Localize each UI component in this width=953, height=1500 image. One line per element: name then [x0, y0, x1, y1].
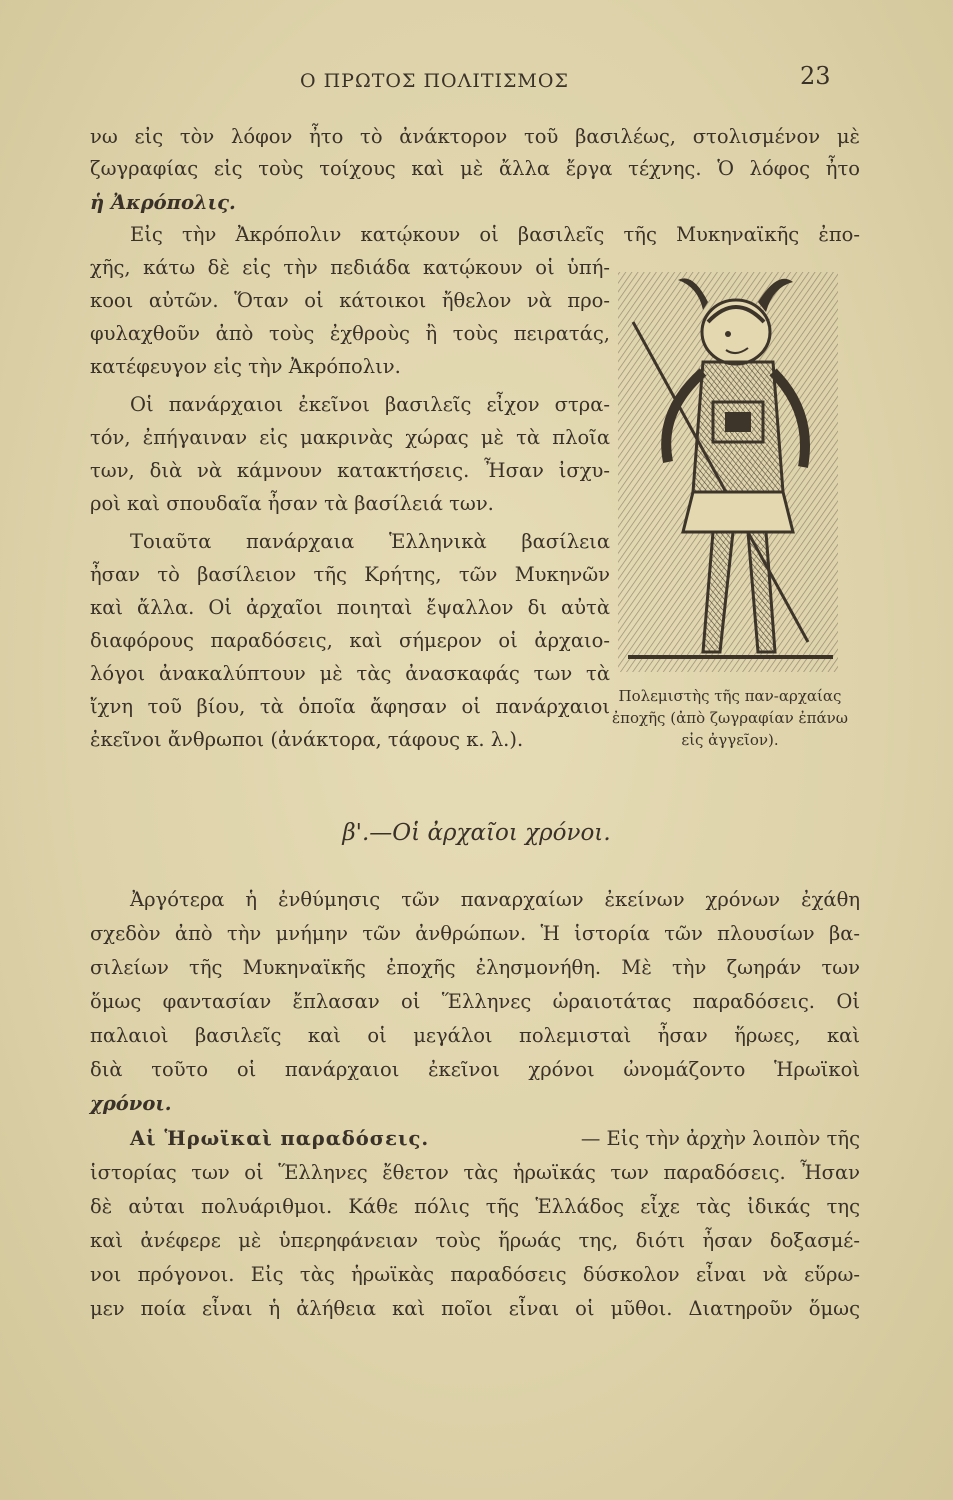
text-line: των, διὰ νὰ κάμνουν κατακτήσεις. Ἦσαν ἰσχυ-	[90, 459, 610, 482]
text-line: — Εἰς τὴν ἀρχὴν λοιπὸν τῆς	[580, 1127, 860, 1150]
text-line: διαφόρους παραδόσεις, καὶ σήμερον οἱ ἀρχαιο-	[90, 629, 610, 652]
text-line: κοοι αὐτῶν. Ὅταν οἱ κάτοικοι ἤθελον νὰ προ-	[90, 289, 610, 312]
text-line: διὰ τοῦτο οἱ πανάρχαιοι ἐκεῖνοι χρόνοι ὠνομάζοντο Ἡρωϊκοὶ	[90, 1058, 860, 1081]
text-line: ἡ Ἀκρόπολις.	[90, 191, 236, 214]
text-line: ἦσαν τὸ βασίλειον τῆς Κρήτης, τῶν Μυκηνῶν	[90, 563, 610, 586]
page-header	[0, 62, 953, 102]
text-line: Οἱ πανάρχαιοι ἐκεῖνοι βασιλεῖς εἶχον στρα-	[130, 393, 610, 416]
text-line: τόν, ἐπήγαιναν εἰς μακρινὰς χώρας μὲ τὰ πλοῖα	[90, 426, 610, 449]
section-title: β'.—Οἱ ἀρχαῖοι χρόνοι.	[342, 820, 611, 846]
paragraph-heading: Αἱ Ἡρωϊκαὶ παραδόσεις.	[130, 1127, 430, 1150]
text-line: παλαιοὶ βασιλεῖς καὶ οἱ μεγάλοι πολεμισταὶ ἦσαν ἥρωες, καὶ	[90, 1024, 860, 1047]
text-line: σχεδὸν ἀπὸ τὴν μνήμην τῶν ἀνθρώπων. Ἡ ἱστορία τῶν πλουσίων βα-	[90, 922, 860, 945]
text-line: χρόνοι.	[90, 1092, 172, 1115]
text-line: ὅμως φαντασίαν ἔπλασαν οἱ Ἕλληνες ὡραιοτάτας παραδόσεις. Οἱ	[90, 990, 860, 1013]
text-line: καὶ ἀνέφερε μὲ ὑπερηφάνειαν τοὺς ἥρωάς της, διότι ἦσαν δοξασμέ-	[90, 1229, 860, 1252]
paragraph-heading-line	[130, 1126, 860, 1152]
text-line: νοι πρόγονοι. Εἰς τὰς ἡρωϊκὰς παραδόσεις δύσκολον εἶναι νὰ εὕρω-	[90, 1263, 860, 1286]
text-line: κατέφευγον εἰς τὴν Ἀκρόπολιν.	[90, 355, 401, 378]
page-number: 23	[800, 62, 831, 90]
text-line: ζωγραφίας εἰς τοὺς τοίχους καὶ μὲ ἄλλα ἔργα τέχνης. Ὁ λόφος ἦτο	[90, 157, 860, 180]
text-line: μεν ποία εἶναι ἡ ἀλήθεια καὶ ποῖοι εἶναι οἱ μῦθοι. Διατηροῦν ὅμως	[90, 1297, 860, 1320]
text-line: φυλαχθοῦν ἀπὸ τοὺς ἐχθροὺς ἢ τοὺς πειρατάς,	[90, 322, 610, 345]
text-line: Ἀργότερα ἡ ἐνθύμησις τῶν παναρχαίων ἐκείνων χρόνων ἐχάθη	[130, 888, 860, 911]
text-line: καὶ ἄλλα. Οἱ ἀρχαῖοι ποιηταὶ ἔψαλλον δι αὐτὰ	[90, 596, 610, 619]
text-line: δὲ αὐται πολυάριθμοι. Κάθε πόλις τῆς Ἑλλάδος εἶχε τὰς ἰδικάς της	[90, 1195, 860, 1218]
text-line: χῆς, κάτω δὲ εἰς τὴν πεδιάδα κατῴκουν οἱ ὑπή-	[90, 256, 610, 279]
warrior-illustration	[608, 262, 846, 682]
text-line: νω εἰς τὸν λόφον ἦτο τὸ ἀνάκτορον τοῦ βασιλέως, στολισμένον μὲ	[90, 125, 860, 148]
text-line: ἴχνη τοῦ βίου, τὰ ὁποῖα ἄφησαν οἱ πανάρχαιοι	[90, 695, 610, 718]
text-line: ἐκεῖνοι ἄνθρωποι (ἀνάκτορα, τάφους κ. λ.).	[90, 728, 524, 751]
text-line: σιλείων τῆς Μυκηναϊκῆς ἐποχῆς ἐλησμονήθη. Μὲ τὴν ζωηράν των	[90, 956, 860, 979]
text-line: Τοιαῦτα πανάρχαια Ἑλληνικὰ βασίλεια	[130, 530, 610, 553]
running-title: Ο ΠΡΩΤΟΣ ΠΟΛΙΤΙΣΜΟΣ	[300, 70, 569, 92]
text-line: Εἰς τὴν Ἀκρόπολιν κατῴκουν οἱ βασιλεῖς τῆς Μυκηναϊκῆς ἐπο-	[130, 223, 860, 246]
text-line: λόγοι ἀνακαλύπτουν μὲ τὰς ἀνασκαφάς των τὰ	[90, 662, 610, 685]
text-line: ἱστορίας των οἱ Ἕλληνες ἔθετον τὰς ἡρωϊκάς των παραδόσεις. Ἦσαν	[90, 1161, 860, 1184]
text-line: ροὶ καὶ σπουδαῖα ἦσαν τὰ βασίλειά των.	[90, 492, 494, 515]
figure-caption: Πολεμιστὴς τῆς παν-αρχαίας ἐποχῆς (ἀπὸ ζωγραφίαν ἐπάνω εἰς ἀγγεῖον).	[612, 687, 848, 749]
